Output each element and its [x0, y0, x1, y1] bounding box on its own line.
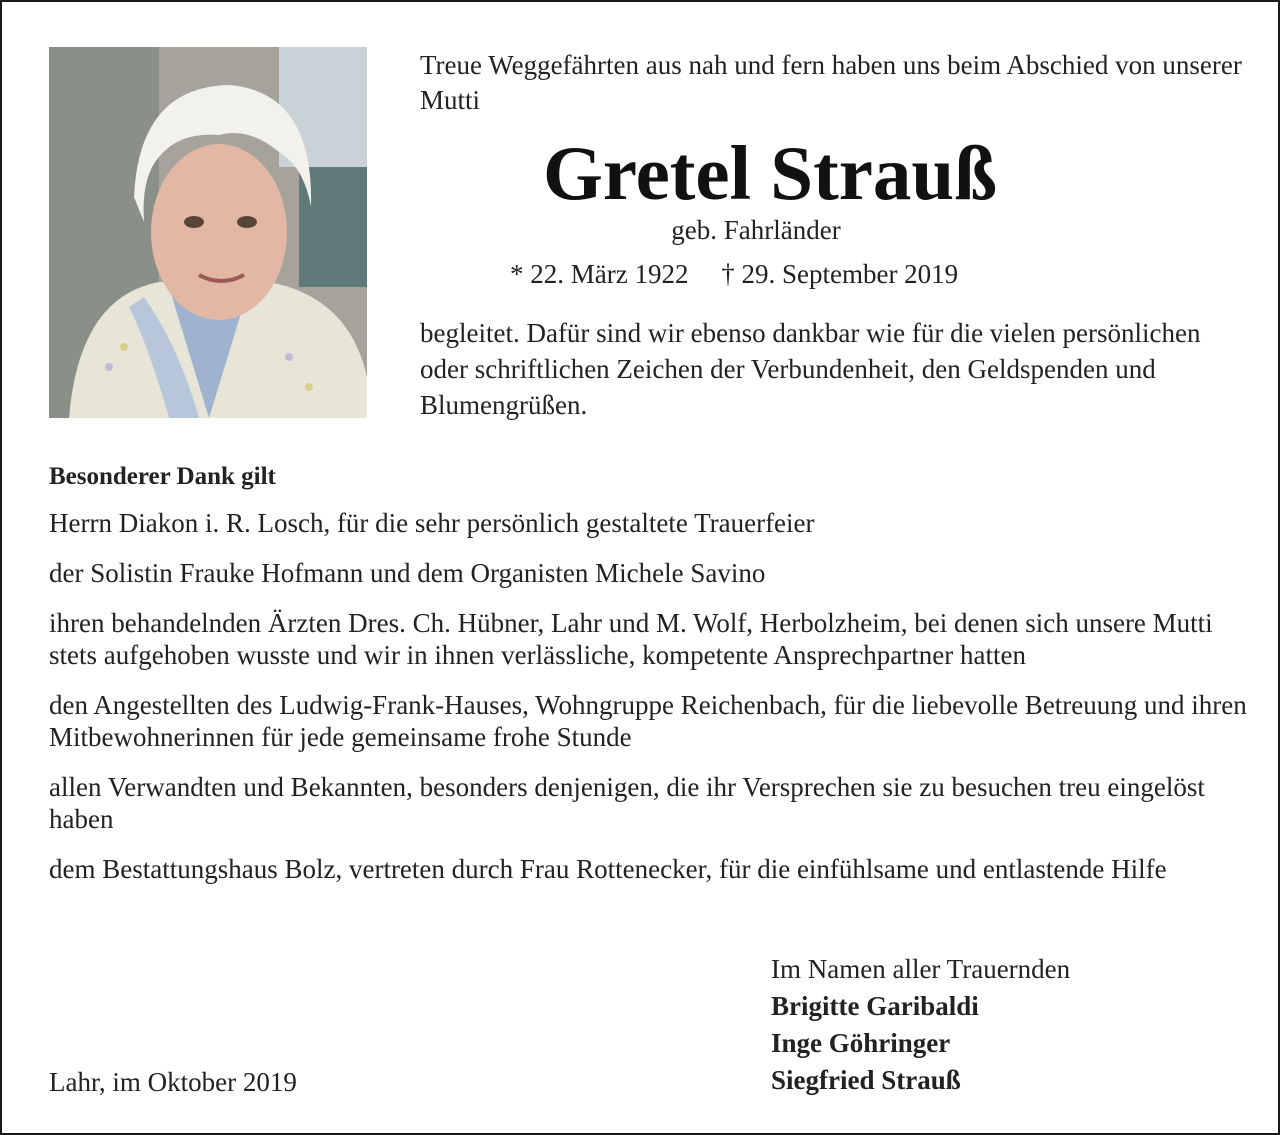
closing-line: Im Namen aller Trauernden: [771, 954, 1071, 984]
portrait-photo: [49, 47, 367, 418]
death-date: † 29. September 2019: [721, 259, 959, 289]
maiden-name: geb. Fahrländer: [671, 215, 841, 245]
special-thanks-item: dem Bestattungshaus Bolz, vertreten durch Frau Rottenecker, für die einfühlsame und entlastende Hilfe: [49, 854, 1167, 884]
place-date: Lahr, im Oktober 2019: [49, 1067, 297, 1097]
thanks-paragraph: begleitet. Dafür sind wir ebenso dankbar wie für die vielen persönlichen oder schriftlichen Zeichen der Verbundenheit, den Geldspenden und Blumengrüßen.: [420, 318, 1201, 420]
special-thanks-item: ihren behandelnden Ärzten Dres. Ch. Hübner, Lahr und M. Wolf, Herbolzheim, bei denen sich unsere Mutti stets aufgehoben wusste und wir in ihnen verlässliche, kompetente Ansprechpartner hatten: [49, 608, 1213, 670]
special-thanks-list: [49, 507, 1249, 903]
life-dates: [510, 256, 958, 292]
special-thanks-item: allen Verwandten und Bekannten, besonders denjenigen, die ihr Versprechen sie zu besuchen treu eingelöst haben: [49, 772, 1205, 834]
special-thanks-item: den Angestellten des Ludwig-Frank-Hauses, Wohngruppe Reichenbach, für die liebevolle Betreuung und ihren Mitbewohnerinnen für jede gemeinsame frohe Stunde: [49, 690, 1247, 752]
intro-text: Treue Weggefährten aus nah und fern haben uns beim Abschied von unserer Mutti: [420, 50, 1242, 115]
portrait-image: [49, 47, 367, 418]
signer-name: Inge Göhringer: [771, 1028, 951, 1058]
signer-name: Siegfried Strauß: [771, 1065, 961, 1095]
birth-date: * 22. März 1922: [510, 259, 689, 289]
special-thanks-heading: Besonderer Dank gilt: [49, 463, 276, 490]
special-thanks-item: der Solistin Frauke Hofmann und dem Organisten Michele Savino: [49, 558, 766, 588]
deceased-name: Gretel Strauß: [542, 130, 998, 216]
signer-name: Brigitte Garibaldi: [771, 991, 979, 1021]
special-thanks-item: Herrn Diakon i. R. Losch, für die sehr persönlich gestaltete Trauerfeier: [49, 508, 815, 538]
closing-block: [771, 951, 1251, 1099]
